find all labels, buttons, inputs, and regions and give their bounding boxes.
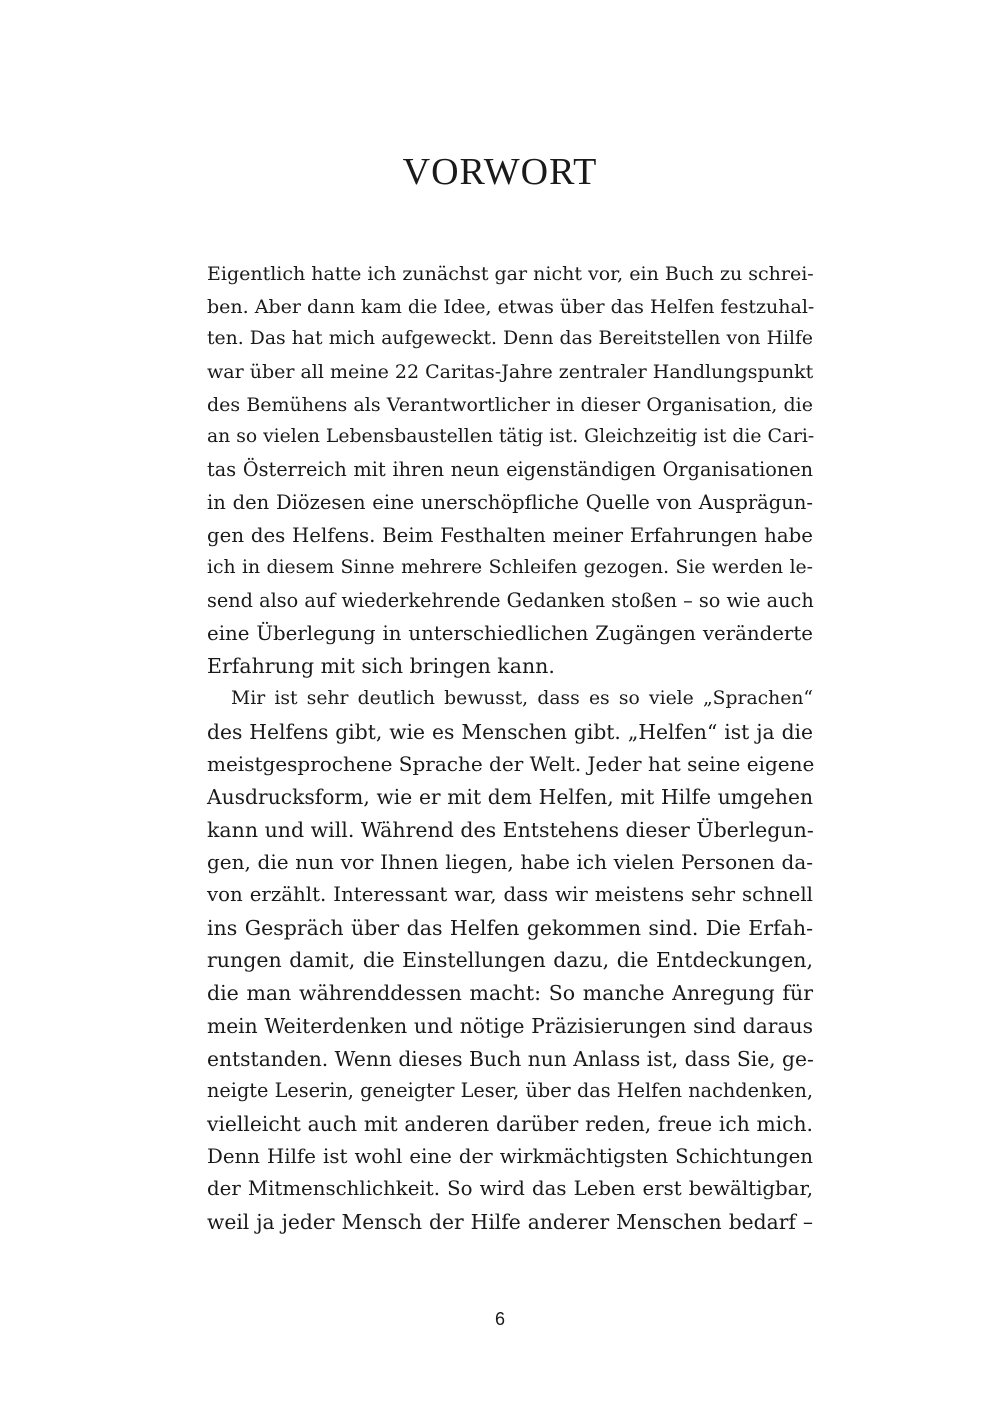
text-line: gen, die nun vor Ihnen liegen, habe ich vielen Personen da- <box>207 850 813 875</box>
text-line: des Bemühens als Verantwortlicher in dieser Organisation, die <box>207 393 813 416</box>
text-line: ben. Aber dann kam die Idee, etwas über das Helfen festzuhal- <box>207 295 815 318</box>
text-line: eine Überlegung in unterschiedlichen Zugängen veränderte <box>207 621 813 645</box>
text-line: Ausdrucksform, wie er mit dem Helfen, mit Hilfe umgehen <box>207 785 813 809</box>
text-line: kann und will. Während des Entstehens dieser Überlegun- <box>207 817 814 842</box>
text-line: Denn Hilfe ist wohl eine der wirkmächtigsten Schichtungen <box>207 1144 813 1168</box>
chapter-title: VORWORT <box>402 151 598 193</box>
text-line: entstanden. Wenn dieses Buch nun Anlass ist, dass Sie, ge- <box>207 1046 814 1071</box>
text-line: send also auf wiederkehrende Gedanken stoßen – so wie auch <box>207 588 814 612</box>
text-line: mein Weiterdenken und nötige Präzisierungen sind daraus <box>207 1013 813 1038</box>
text-line: der Mitmenschlichkeit. So wird das Leben erst bewältigbar, <box>207 1177 813 1201</box>
text-line: von erzählt. Interessant war, dass wir meistens sehr schnell <box>207 883 813 907</box>
page-number: 6 <box>494 1309 505 1329</box>
text-line: meistgesprochene Sprache der Welt. Jeder hat seine eigene <box>207 752 815 777</box>
text-line: an so vielen Lebensbaustellen tätig ist. Gleichzeitig ist die Cari- <box>207 426 815 448</box>
text-line: ten. Das hat mich aufgeweckt. Denn das Bereitstellen von Hilfe <box>207 328 813 350</box>
paragraph <box>207 258 813 683</box>
text-line: vielleicht auch mit anderen darüber reden, freue ich mich. <box>207 1111 813 1136</box>
paragraph <box>207 683 813 1239</box>
text-line: tas Österreich mit ihren neun eigenständigen Organisationen <box>207 458 813 482</box>
text-line: neigte Leserin, geneigter Leser, über das Helfen nachdenken, <box>207 1079 813 1103</box>
text-line: war über all meine 22 Caritas-Jahre zentraler Handlungspunkt <box>207 361 814 384</box>
text-line: die man währenddessen macht: So manche Anregung für <box>207 981 813 1006</box>
text-line: ich in diesem Sinne mehrere Schleifen gezogen. Sie werden le- <box>207 557 813 579</box>
text-line: rungen damit, die Einstellungen dazu, die Entdeckungen, <box>207 948 813 973</box>
text-line: ins Gespräch über das Helfen gekommen sind. Die Erfah- <box>207 915 813 940</box>
text-line: in den Diözesen eine unerschöpfliche Quelle von Ausprägun- <box>207 490 813 514</box>
text-line: Eigentlich hatte ich zunächst gar nicht vor, ein Buch zu schrei- <box>207 263 814 285</box>
text-line: Mir ist sehr deutlich bewusst, dass es so viele „Sprachen“ <box>231 687 813 709</box>
text-line: des Helfens gibt, wie es Menschen gibt. „Helfen“ ist ja die <box>207 719 813 744</box>
text-line: gen des Helfens. Beim Festhalten meiner Erfahrungen habe <box>207 523 813 547</box>
body-text <box>207 258 813 1239</box>
text-line: Erfahrung mit sich bringen kann. <box>207 654 555 679</box>
text-line: weil ja jeder Mensch der Hilfe anderer Menschen bedarf – <box>207 1209 813 1234</box>
